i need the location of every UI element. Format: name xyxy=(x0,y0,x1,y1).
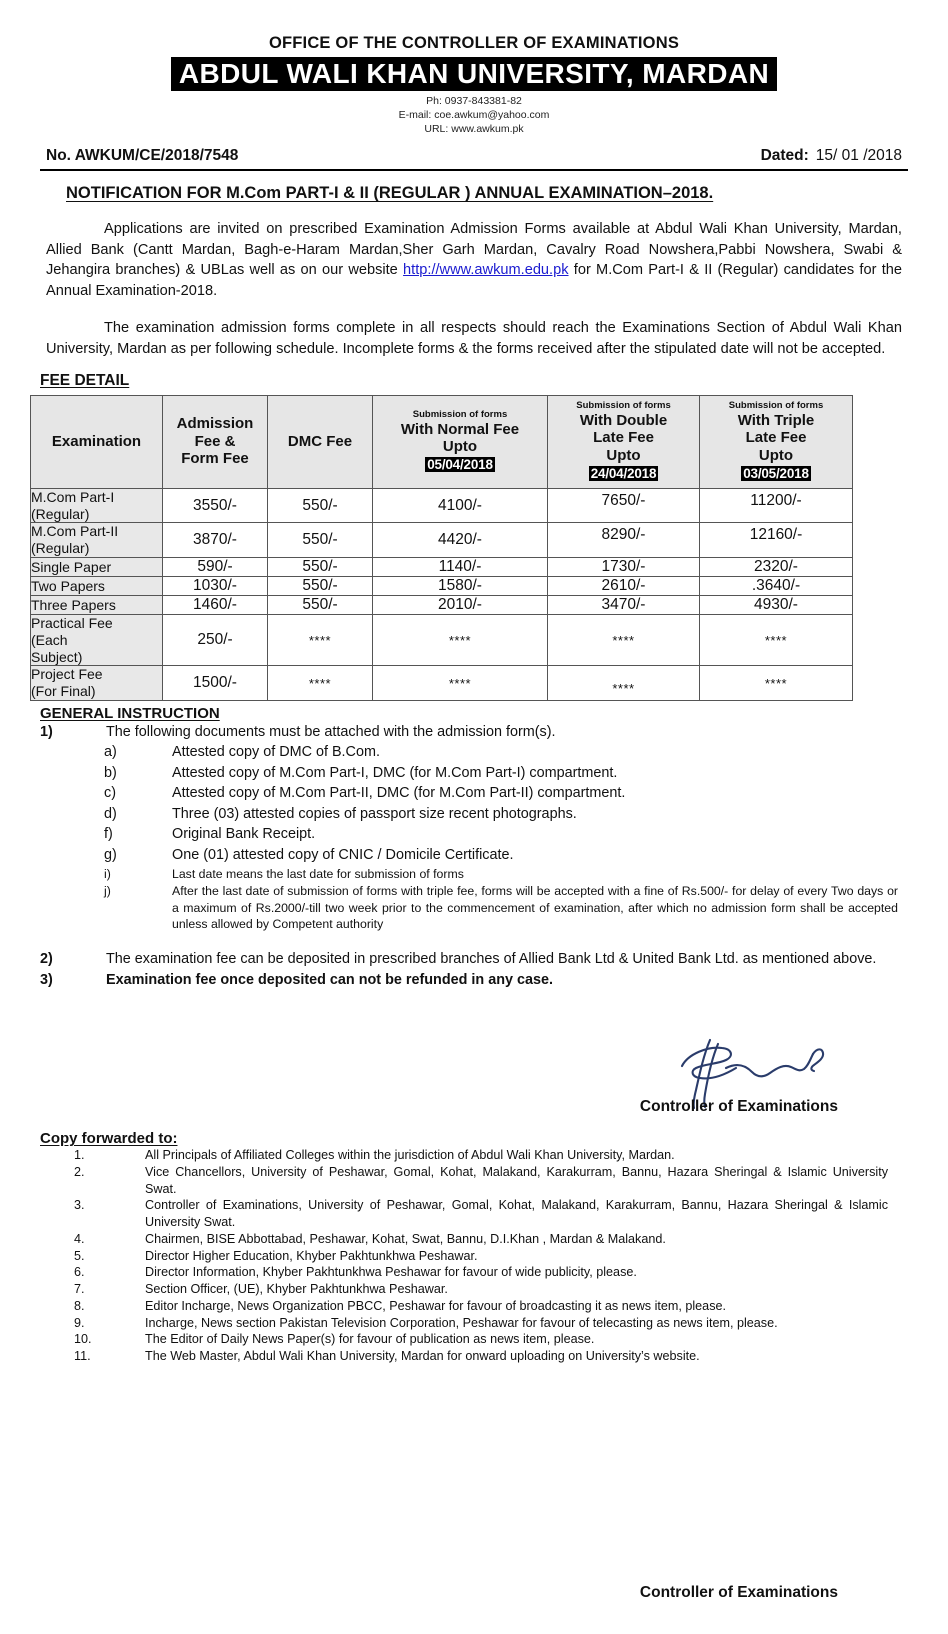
phone-line: Ph: 0937-843381-82 xyxy=(426,95,522,108)
list-item xyxy=(40,1348,888,1365)
list-item xyxy=(40,1281,888,1298)
col-header-deadline-5: 03/05/2018 xyxy=(743,465,809,481)
col-header-deadline-3: 05/04/2018 xyxy=(427,456,493,472)
paragraph-applications xyxy=(46,219,902,302)
double-late-fee-cell: 2610/- xyxy=(548,576,700,595)
awkum-website-link[interactable]: http://www.awkum.edu.pk xyxy=(403,262,569,279)
signature-caption: Controller of Examinations xyxy=(639,1098,838,1116)
sub-item-marker: j) xyxy=(104,884,111,899)
triple-late-fee-cell: **** xyxy=(700,614,853,665)
university-name: ABDUL WALI KHAN UNIVERSITY, MARDAN xyxy=(171,57,777,91)
footer-controller-caption: Controller of Examinations xyxy=(639,1584,838,1601)
sub-item-text: Original Bank Receipt. xyxy=(172,826,316,843)
paragraph-schedule: The examination admission forms complete in all respects should reach the Examinations Section of Abdul Wali Khan University, Mardan as per following schedule. Incomplete forms & the forms received after the stipulated date will not be accepted. xyxy=(46,319,902,357)
instruction-item-2 xyxy=(40,950,902,969)
table-row xyxy=(31,666,853,701)
instruction-sub-item xyxy=(104,764,902,783)
fee-table-head xyxy=(31,396,853,488)
instruction-2-text: The examination fee can be deposited in prescribed branches of Allied Bank Ltd & United Bank Ltd. as mentioned above. xyxy=(106,951,877,968)
normal-fee-cell: 4100/- xyxy=(373,488,548,523)
list-item-text: Incharge, News section Pakistan Television Corporation, Peshawar for favour of telecasting as news item, please. xyxy=(145,1315,778,1330)
double-late-fee-cell: 3470/- xyxy=(548,595,700,614)
list-item-text: All Principals of Affiliated Colleges within the jurisdiction of Abdul Wali Khan University, Mardan. xyxy=(145,1148,675,1163)
fee-table-col-header-0 xyxy=(31,396,163,488)
document-page xyxy=(0,34,948,1634)
sub-item-marker: c) xyxy=(104,785,116,802)
col-header-deadline-4: 24/04/2018 xyxy=(590,465,657,481)
sub-item-text: One (01) attested copy of CNIC / Domicile Certificate. xyxy=(172,846,514,863)
dmc-fee-cell: 550/- xyxy=(268,523,373,558)
url-line: URL: www.awkum.pk xyxy=(424,123,524,136)
list-item-text: The Editor of Daily News Paper(s) for favour of publication as news item, please. xyxy=(145,1332,595,1347)
list-item xyxy=(40,1164,888,1197)
col-header-sublabel-5: Submission of forms xyxy=(728,400,824,412)
list-item xyxy=(40,1231,888,1248)
list-item xyxy=(40,1147,888,1164)
fee-detail-heading: FEE DETAIL xyxy=(40,372,130,390)
admission-fee-cell: 3550/- xyxy=(163,488,268,523)
normal-fee-cell: 4420/- xyxy=(373,523,548,558)
admission-fee-cell: 250/- xyxy=(163,614,268,665)
col-header-label-4: With Double Late Fee Upto xyxy=(579,411,668,465)
fee-table xyxy=(30,395,853,701)
table-row xyxy=(31,523,853,558)
instruction-sub-item xyxy=(104,866,902,882)
university-banner-wrap xyxy=(0,57,948,91)
instruction-sub-items xyxy=(0,743,948,932)
list-item-number: 11. xyxy=(74,1349,91,1364)
list-item-text: Chairmen, BISE Abbottabad, Peshawar, Kohat, Swat, Bannu, D.I.Khan , Mardan & Malakand. xyxy=(145,1231,666,1246)
list-item-number: 1. xyxy=(74,1148,85,1163)
para1-part2: for M.Com Part-I & II (Regular) candidates for the Annual Examination-2018. xyxy=(46,262,902,300)
sub-item-text: Three (03) attested copies of passport size recent photographs. xyxy=(172,805,577,822)
copy-forwarded-heading: Copy forwarded to: xyxy=(40,1130,178,1148)
header-divider xyxy=(40,169,908,171)
sub-item-marker: g) xyxy=(104,846,117,863)
table-row xyxy=(31,576,853,595)
list-item xyxy=(40,1264,888,1281)
admission-fee-cell: 1030/- xyxy=(163,576,268,595)
sub-item-marker: d) xyxy=(104,805,117,822)
fee-table-col-header-2 xyxy=(268,396,373,488)
list-item-text: Section Officer, (UE), Khyber Pakhtunkhwa Peshawar. xyxy=(145,1282,448,1297)
notification-title: NOTIFICATION FOR M.Com PART-I & II (REGULAR ) ANNUAL EXAMINATION–2018. xyxy=(66,183,714,202)
triple-late-fee-cell: 2320/- xyxy=(700,557,853,576)
instruction-sub-item xyxy=(104,805,902,824)
list-item-number: 10. xyxy=(74,1332,92,1347)
dmc-fee-cell: 550/- xyxy=(268,488,373,523)
table-row xyxy=(31,595,853,614)
instruction-sub-item xyxy=(104,743,902,762)
normal-fee-cell: 1580/- xyxy=(373,576,548,595)
list-item-number: 2. xyxy=(74,1164,85,1179)
col-header-label-0: Examination xyxy=(51,432,142,450)
general-instruction-heading: GENERAL INSTRUCTION xyxy=(40,704,220,722)
sub-item-marker: f) xyxy=(104,826,113,843)
col-header-label-3: With Normal Fee Upto xyxy=(400,420,520,456)
list-item-text: The Web Master, Abdul Wali Khan University, Mardan for onward uploading on University’s website. xyxy=(145,1349,700,1364)
dmc-fee-cell: **** xyxy=(268,614,373,665)
exam-name-cell: Two Papers xyxy=(31,576,163,595)
list-item xyxy=(40,1298,888,1315)
list-item-number: 4. xyxy=(74,1231,85,1246)
dmc-fee-cell: 550/- xyxy=(268,576,373,595)
sub-item-text: Attested copy of M.Com Part-II, DMC (for M.Com Part-II) compartment. xyxy=(172,785,626,802)
reference-number: No. AWKUM/CE/2018/7548 xyxy=(46,146,239,164)
office-line: OFFICE OF THE CONTROLLER OF EXAMINATIONS xyxy=(268,34,680,52)
instruction-3-marker: 3) xyxy=(40,971,53,988)
list-item xyxy=(40,1315,888,1332)
list-item-text: Controller of Examinations, University of Peshawar, Gomal, Kohat, Malakand, Karakurram, Bannu, Hazara Sheringal & Islamic University Swat. xyxy=(145,1198,888,1230)
admission-fee-cell: 590/- xyxy=(163,557,268,576)
copy-forwarded-list xyxy=(0,1147,948,1365)
list-item-number: 5. xyxy=(74,1248,85,1263)
triple-late-fee-cell: 4930/- xyxy=(700,595,853,614)
instruction-1-marker: 1) xyxy=(40,723,53,740)
admission-fee-cell: 1500/- xyxy=(163,666,268,701)
exam-name-cell: Project Fee (For Final) xyxy=(31,666,163,701)
double-late-fee-cell: 1730/- xyxy=(548,557,700,576)
list-item-text: Editor Incharge, News Organization PBCC, Peshawar for favour of broadcasting it as news item, please. xyxy=(145,1298,726,1313)
fee-table-col-header-3 xyxy=(373,396,548,488)
table-row xyxy=(31,488,853,523)
list-item-number: 3. xyxy=(74,1198,85,1213)
double-late-fee-cell: **** xyxy=(548,666,700,701)
dmc-fee-cell: 550/- xyxy=(268,557,373,576)
sub-item-text: After the last date of submission of forms with triple fee, forms will be accepted with a fine of Rs.500/- for delay of every Two days or a maximum of Rs.2000/-till two week prior to the commencement of examination, after which no admission form shall be accepted unless allowed by Competent authority xyxy=(172,884,898,931)
instruction-1-text: The following documents must be attached with the admission form(s). xyxy=(106,723,556,740)
exam-name-cell: M.Com Part-I (Regular) xyxy=(31,488,163,523)
fee-table-body xyxy=(31,488,853,700)
table-row xyxy=(31,614,853,665)
triple-late-fee-cell: .3640/- xyxy=(700,576,853,595)
list-item-number: 6. xyxy=(74,1265,85,1280)
list-item-text: Director Higher Education, Khyber Pakhtunkhwa Peshawar. xyxy=(145,1248,478,1263)
email-line: E-mail: coe.awkum@yahoo.com xyxy=(398,109,550,122)
sub-item-marker: i) xyxy=(104,866,111,881)
table-row xyxy=(31,557,853,576)
col-header-label-5: With Triple Late Fee Upto xyxy=(737,411,815,465)
exam-name-cell: Three Papers xyxy=(31,595,163,614)
admission-fee-cell: 3870/- xyxy=(163,523,268,558)
list-item-number: 8. xyxy=(74,1298,85,1313)
list-item-number: 7. xyxy=(74,1282,85,1297)
normal-fee-cell: 1140/- xyxy=(373,557,548,576)
normal-fee-cell: **** xyxy=(373,614,548,665)
exam-name-cell: Practical Fee (Each Subject) xyxy=(31,614,163,665)
triple-late-fee-cell: 11200/- xyxy=(700,488,853,523)
sub-item-text: Last date means the last date for submission of forms xyxy=(172,866,464,881)
double-late-fee-cell: **** xyxy=(548,614,700,665)
col-header-label-2: DMC Fee xyxy=(287,432,353,450)
col-header-label-1: Admission Fee & Form Fee xyxy=(176,414,254,468)
double-late-fee-cell: 8290/- xyxy=(548,523,700,558)
col-header-sublabel-4: Submission of forms xyxy=(576,400,671,412)
exam-name-cell: M.Com Part-II (Regular) xyxy=(31,523,163,558)
instruction-item-3 xyxy=(40,971,902,990)
fee-table-col-header-1 xyxy=(163,396,268,488)
exam-name-cell: Single Paper xyxy=(31,557,163,576)
instruction-sub-item xyxy=(104,846,902,865)
reference-row xyxy=(46,147,902,165)
col-header-sublabel-3: Submission of forms xyxy=(412,409,508,421)
contact-block xyxy=(0,95,948,137)
instruction-sub-item xyxy=(104,784,902,803)
normal-fee-cell: **** xyxy=(373,666,548,701)
list-item xyxy=(40,1248,888,1265)
instruction-3-text: Examination fee once deposited can not be refunded in any case. xyxy=(106,971,554,988)
list-item-text: Director Information, Khyber Pakhtunkhwa Peshawar for favour of wide publicity, please. xyxy=(145,1265,637,1280)
sub-item-text: Attested copy of M.Com Part-I, DMC (for M.Com Part-I) compartment. xyxy=(172,764,618,781)
normal-fee-cell: 2010/- xyxy=(373,595,548,614)
list-item-number: 9. xyxy=(74,1315,85,1330)
para1-part1: Applications are invited on prescribed Examination Admission Forms available at Abdul Wali Khan University, Mardan, Allied Bank (Cantt Mardan, Bagh-e-Haram Mardan,Sher Garh Mardan, Cavalry Road Nowshera,Pabbi Nowshera, Swabi & Jehangira branches) & UBLas well as on our website xyxy=(46,220,902,279)
dated-group xyxy=(761,147,902,165)
list-item-text: Vice Chancellors, University of Peshawar, Gomal, Kohat, Malakand, Karakurram, Bannu, Hazara Sheringal & Islamic University Swat. xyxy=(145,1164,888,1196)
instruction-2-marker: 2) xyxy=(40,951,53,968)
sub-item-marker: b) xyxy=(104,764,117,781)
admission-fee-cell: 1460/- xyxy=(163,595,268,614)
list-item xyxy=(40,1197,888,1230)
instruction-sub-item xyxy=(104,883,902,932)
instruction-sub-item xyxy=(104,825,902,844)
triple-late-fee-cell: 12160/- xyxy=(700,523,853,558)
fee-table-header-row xyxy=(31,396,853,488)
fee-table-col-header-5 xyxy=(700,396,853,488)
instruction-item-1 xyxy=(40,723,902,742)
dated-label: Dated: xyxy=(760,146,809,164)
sub-item-marker: a) xyxy=(104,744,117,761)
dmc-fee-cell: 550/- xyxy=(268,595,373,614)
signature-block xyxy=(0,1016,948,1116)
double-late-fee-cell: 7650/- xyxy=(548,488,700,523)
fee-table-col-header-4 xyxy=(548,396,700,488)
triple-late-fee-cell: **** xyxy=(700,666,853,701)
dmc-fee-cell: **** xyxy=(268,666,373,701)
dated-value: 15/ 01 /2018 xyxy=(815,146,902,164)
list-item xyxy=(40,1331,888,1348)
sub-item-text: Attested copy of DMC of B.Com. xyxy=(172,744,380,761)
